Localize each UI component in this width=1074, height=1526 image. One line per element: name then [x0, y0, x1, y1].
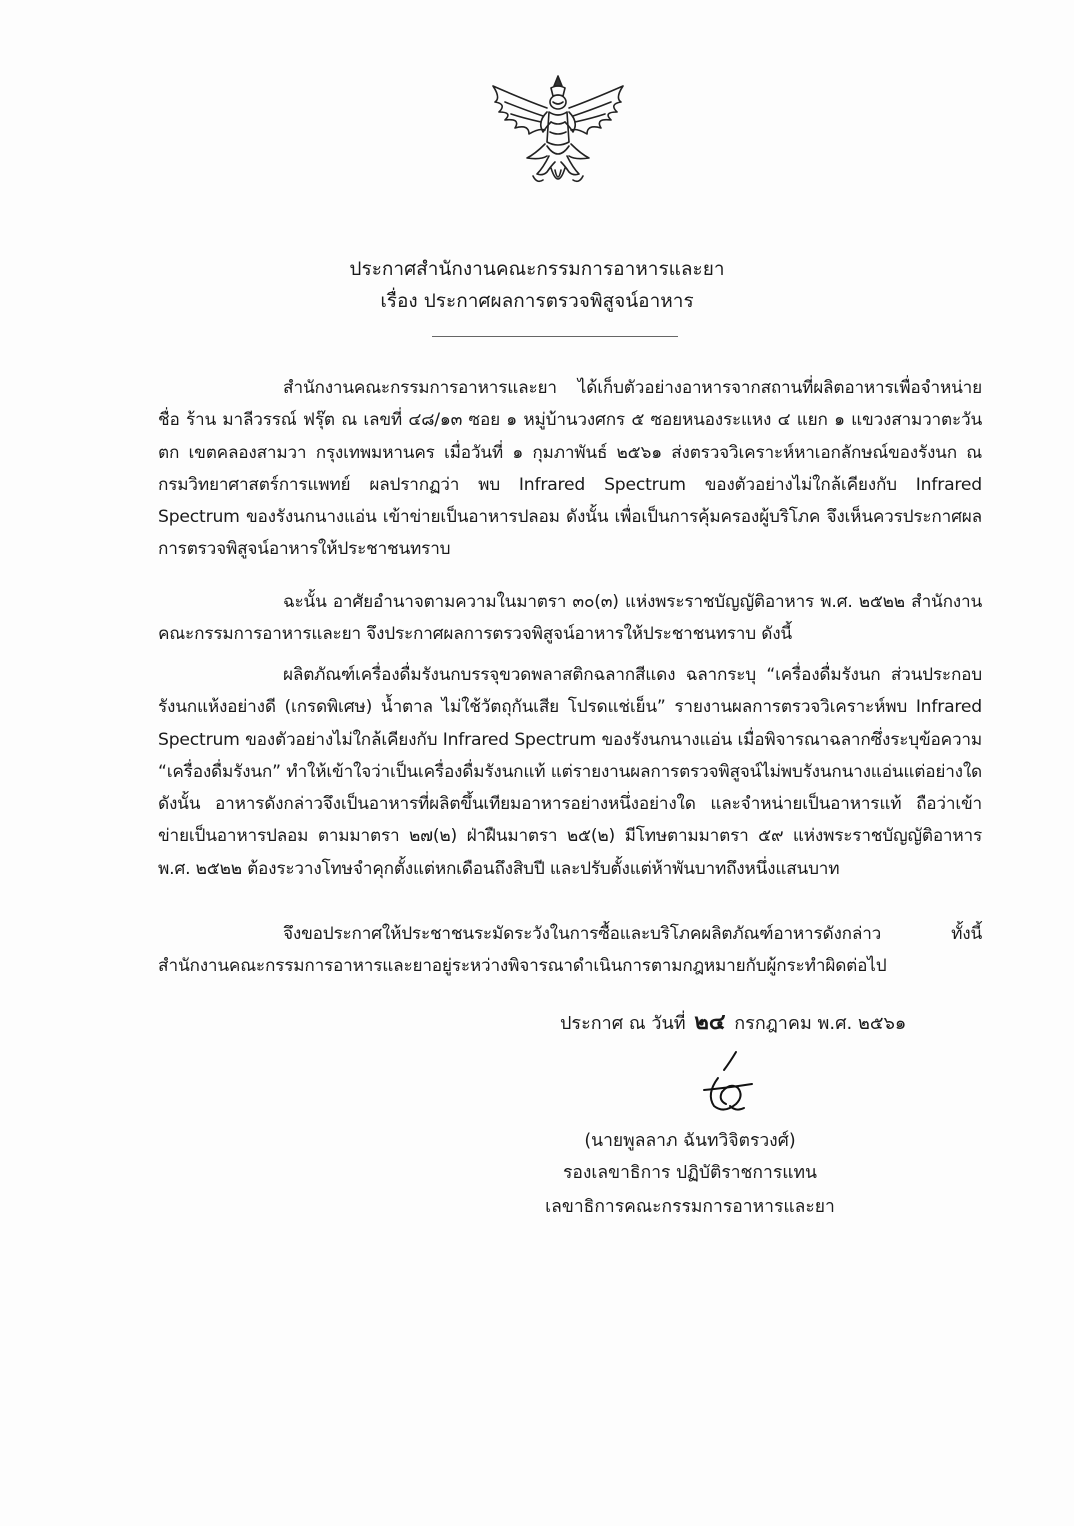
date-month-year: กรกฎาคม พ.ศ. ๒๕๖๑	[734, 1013, 907, 1034]
announcement-date	[560, 1006, 906, 1040]
date-prefix: ประกาศ ณ วันที่	[560, 1013, 686, 1034]
handwritten-signature-icon	[696, 1048, 760, 1118]
signer-name: (นายพูลลาภ ฉันทวิจิตรวงศ์)	[584, 1131, 796, 1151]
garuda-emblem-icon	[485, 72, 631, 200]
date-day: ๒๔	[694, 1009, 726, 1035]
signer-office: เลขาธิการคณะกรรมการอาหารและยา	[545, 1197, 835, 1217]
paragraph-3-text: ผลิตภัณฑ์เครื่องดื่มรังนกบรรจุขวดพลาสติกฉลากสีแดง ฉลากระบุ “เครื่องดื่มรังนก ส่วนประกอบ รังนกแห้งอย่างดี (เกรดพิเศษ) น้ำตาล ไม่ใช้วัตถุกันเสีย โปรดแช่เย็น” รายงานผลการตรวจวิเคราะห์พบ Infrared Spectrum ของตัวอย่างไม่ใกล้เคียงกับ Infrared Spectrum ของรังนกนางแอ่น เมื่อพิจารณาฉลากซึ่งระบุข้อความ “เครื่องดื่มรังนก” ทำให้เข้าใจว่าเป็นเครื่องดื่มรังนกแท้ แต่รายงานผลการตรวจพิสูจน์ไม่พบรังนกนางแอ่นแต่อย่างใด ดังนั้น อาหารดังกล่าวจึงเป็นอาหารที่ผลิตขึ้นเทียมอาหารอย่างหนึ่งอย่างใด และจำหน่ายเป็นอาหารแท้ ถือว่าเข้าข่ายเป็นอาหารปลอม ตามมาตรา ๒๗(๒) ฝ่าฝืนมาตรา ๒๕(๒) มีโทษตามมาตรา ๕๙ แห่งพระราชบัญญัติอาหาร พ.ศ. ๒๕๒๒ ต้องระวางโทษจำคุกตั้งแต่หกเดือนถึงสิบปี และปรับตั้งแต่ห้าพันบาทถึงหนึ่งแสนบาท	[158, 665, 982, 879]
body-paragraph-1	[158, 372, 982, 566]
paragraph-2-text: ฉะนั้น อาศัยอำนาจตามความในมาตรา ๓๐(๓) แห่งพระราชบัญญัติอาหาร พ.ศ. ๒๕๒๒ สำนักงานคณะกรรมการอาหารและยา จึงประกาศผลการตรวจพิสูจน์อาหารให้ประชาชนทราบ ดังนี้	[158, 592, 982, 645]
title-divider	[432, 336, 678, 337]
signer-position: รองเลขาธิการ ปฏิบัติราชการแทน	[562, 1163, 818, 1183]
body-paragraph-2	[158, 586, 982, 651]
announcement-subject: เรื่อง ประกาศผลการตรวจพิสูจน์อาหาร	[380, 290, 694, 312]
paragraph-4-text: จึงขอประกาศให้ประชาชนระมัดระวังในการซื้อและบริโภคผลิตภัณฑ์อาหารดังกล่าว ทั้งนี้ สำนักงานคณะกรรมการอาหารและยาอยู่ระหว่างพิจารณาดำเนินการตามกฎหมายกับผู้กระทำผิดต่อไป	[158, 924, 982, 977]
body-paragraph-4	[158, 918, 982, 983]
body-paragraph-3	[158, 659, 982, 885]
paragraph-1-text: สำนักงานคณะกรรมการอาหารและยา ได้เก็บตัวอย่างอาหารจากสถานที่ผลิตอาหารเพื่อจำหน่าย ชื่อ ร้าน มาลีวรรณ์ ฟรุ๊ต ณ เลขที่ ๔๘/๑๓ ซอย ๑ หมู่บ้านวงศกร ๕ ซอยหนองระแหง ๔ แยก ๑ แขวงสามวาตะวันตก เขตคลองสามวา กรุงเทพมหานคร เมื่อวันที่ ๑ กุมภาพันธ์ ๒๕๖๑ ส่งตรวจวิเคราะห์หาเอกลักษณ์ของรังนก ณ กรมวิทยาศาสตร์การแพทย์ ผลปรากฏว่า พบ Infrared Spectrum ของตัวอย่างไม่ใกล้เคียงกับ Infrared Spectrum ของรังนกนางแอ่น เข้าข่ายเป็นอาหารปลอม ดังนั้น เพื่อเป็นการคุ้มครองผู้บริโภค จึงเห็นควรประกาศผลการตรวจพิสูจน์อาหารให้ประชาชนทราบ	[158, 378, 982, 560]
announcement-title: ประกาศสำนักงานคณะกรรมการอาหารและยา	[349, 258, 725, 280]
